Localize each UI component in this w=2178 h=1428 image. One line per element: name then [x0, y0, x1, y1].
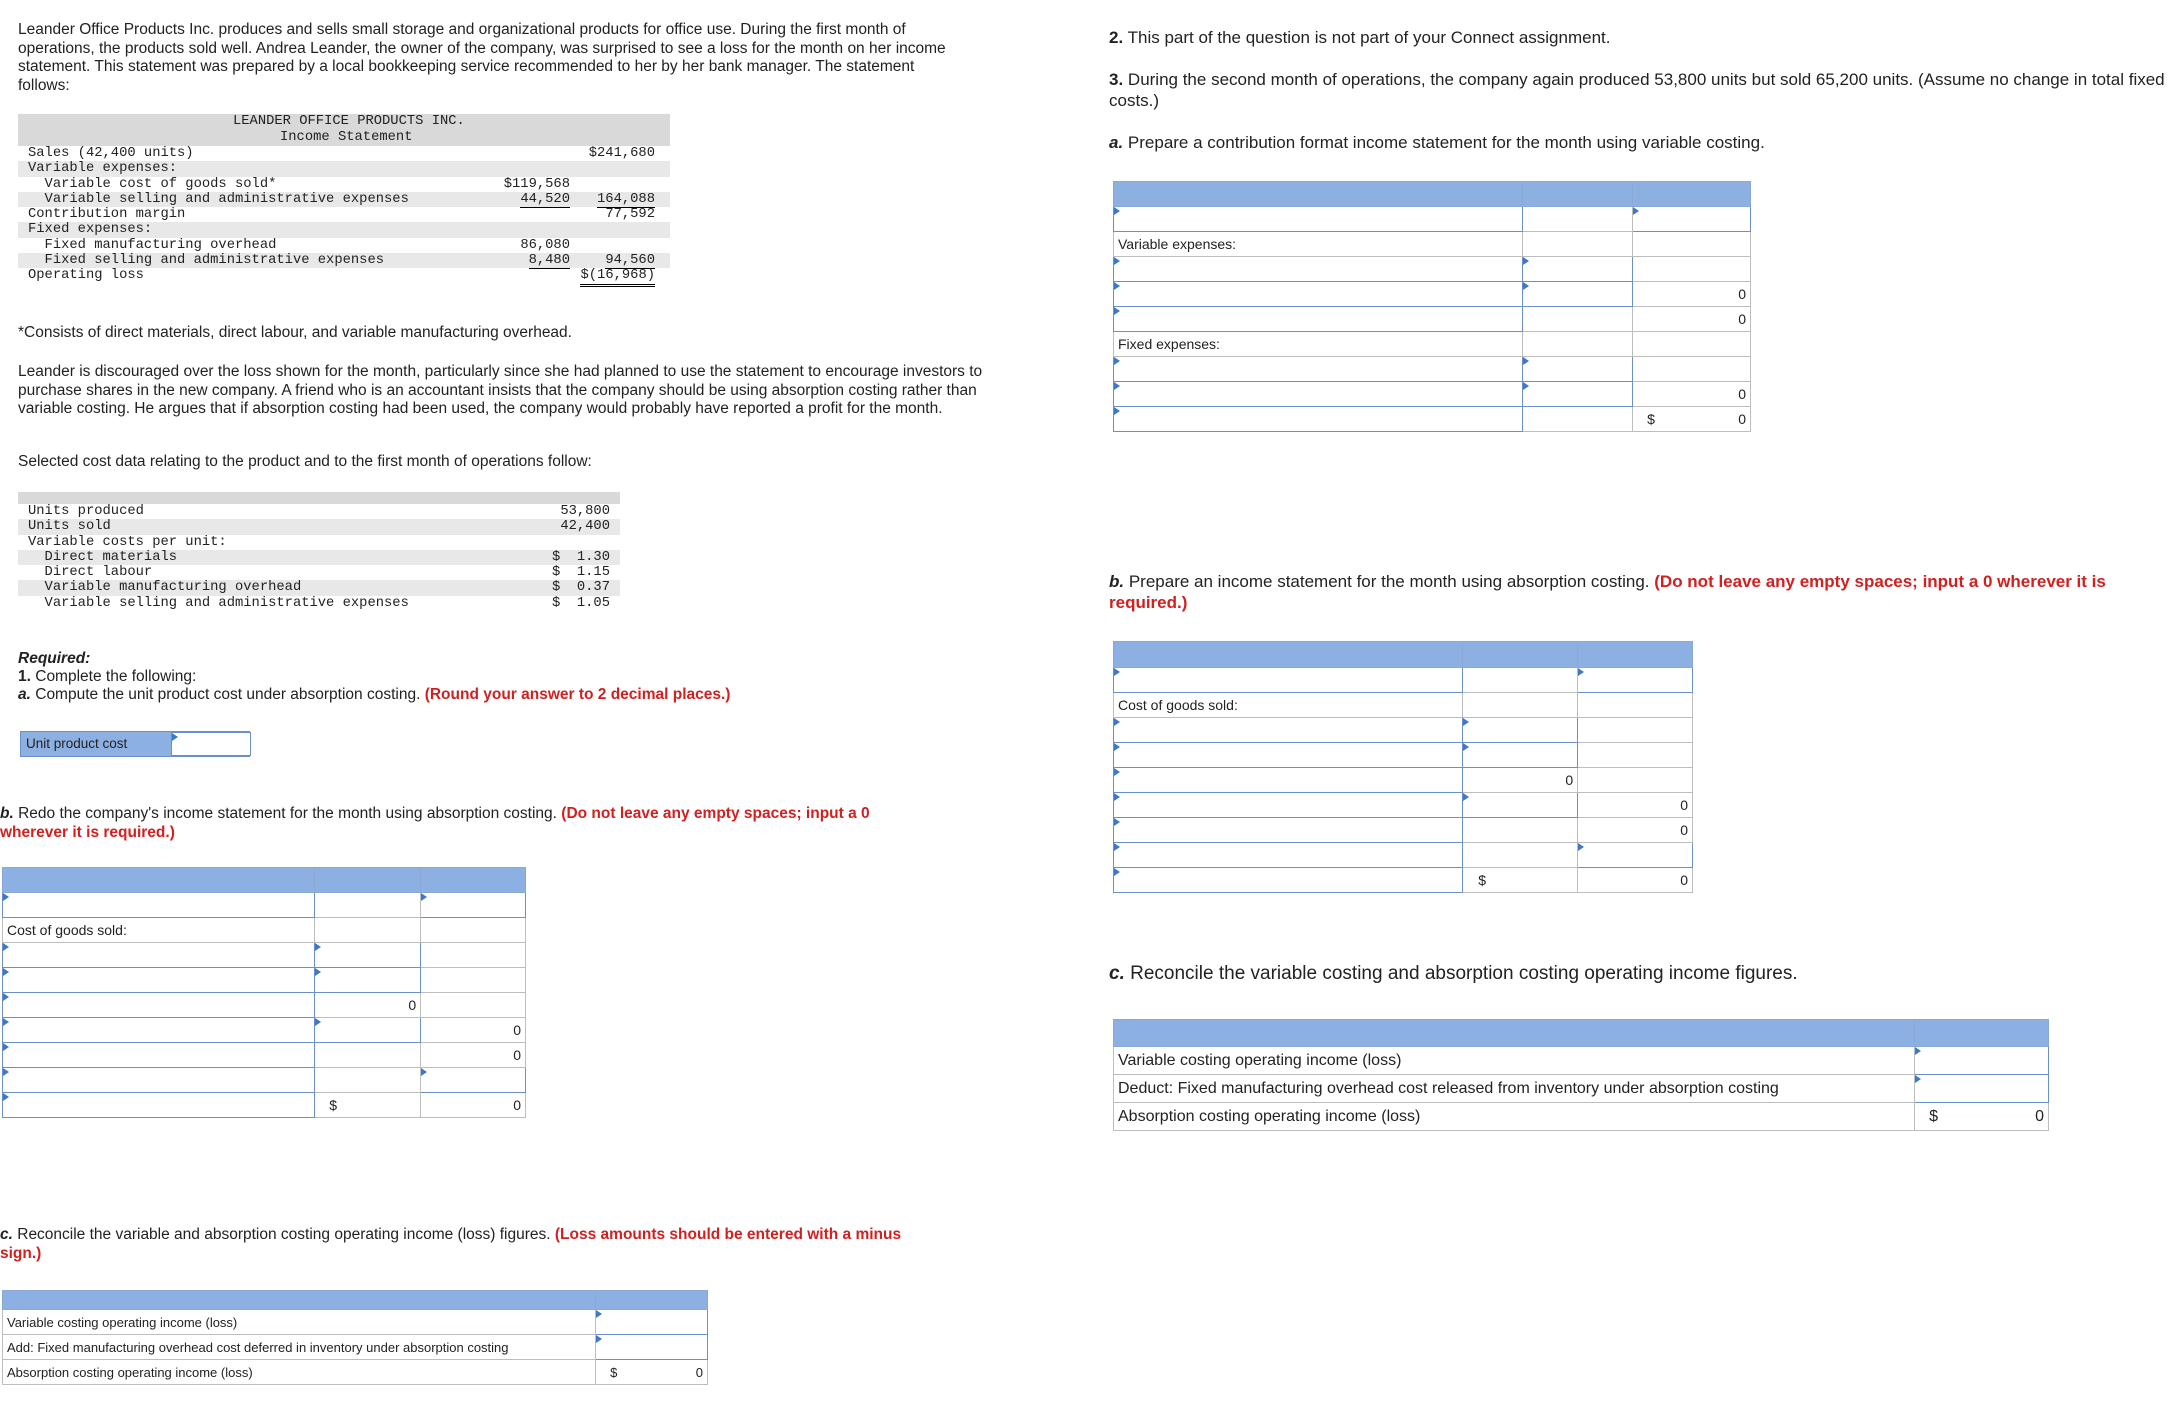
cogs-total: 0: [315, 993, 421, 1018]
absorption-income-table-1: [2, 867, 526, 1118]
amount-input[interactable]: [315, 1018, 421, 1043]
cost-data-label: Variable costs per unit:: [28, 534, 227, 550]
cost-data-value: 53,800: [560, 504, 610, 519]
cost-data-label: Variable manufacturing overhead: [28, 580, 302, 596]
question-3c: c. Reconcile the variable costing and absorption costing operating income figures.: [1109, 963, 1798, 984]
cost-data-label: Units sold: [28, 519, 111, 535]
variable-item-input[interactable]: [1114, 257, 1523, 282]
cost-data-row: [18, 519, 620, 534]
cogs-item-input[interactable]: [3, 943, 315, 968]
reconciliation-table-2: [1113, 1019, 2049, 1131]
line-label-input[interactable]: [1114, 407, 1523, 432]
income-statement: [18, 114, 670, 284]
footnote: *Consists of direct materials, direct labour, and variable manufacturing overhead.: [18, 324, 572, 341]
question-1c: c. Reconcile the variable and absorption costing operating income (loss) figures. (Loss amounts should be entered with a minus sign.): [0, 1226, 902, 1262]
recon-row-variable: Variable costing operating income (loss): [3, 1310, 596, 1335]
subtotal: 0: [1578, 818, 1693, 843]
line-label-input[interactable]: [1114, 668, 1463, 693]
variable-costing-table: [1113, 181, 1751, 432]
cost-data-label: Units produced: [28, 504, 144, 519]
statement-row: [18, 146, 670, 161]
statement-company: LEANDER OFFICE PRODUCTS INC.: [233, 114, 465, 129]
variable-expenses-label: Variable expenses:: [1114, 232, 1523, 257]
net-operating-income: 0: [1680, 872, 1688, 888]
cost-data-row: [18, 565, 620, 580]
released-overhead-input[interactable]: [1915, 1075, 2049, 1103]
cost-data-table: [18, 492, 620, 611]
line-label-input[interactable]: [1114, 818, 1463, 843]
statement-row: [18, 253, 670, 268]
unit-product-cost-label: Unit product cost: [21, 732, 171, 756]
cost-data-row: [18, 535, 620, 550]
absorption-income-total: 0: [2035, 1107, 2044, 1125]
absorption-income-total: 0: [695, 1364, 703, 1380]
question-3: 3. During the second month of operations, the company again produced 53,800 units but sold 65,200 units. (Assume no change in total fixed costs.): [1109, 70, 2165, 110]
statement-row: [18, 207, 670, 222]
fixed-item-input[interactable]: [1114, 357, 1523, 382]
cogs-total: 0: [1463, 768, 1578, 793]
gross-margin: 0: [1578, 793, 1693, 818]
line-label-input[interactable]: [3, 1093, 315, 1118]
statement-row: [18, 268, 670, 283]
variable-income-input[interactable]: [1915, 1047, 2049, 1075]
cogs-amount-input[interactable]: [1463, 743, 1578, 768]
reconciliation-table-1: [2, 1290, 708, 1385]
variable-item-input[interactable]: [1114, 282, 1523, 307]
fixed-expenses-label: Fixed expenses:: [1114, 332, 1523, 357]
unit-product-cost-row: [20, 731, 250, 757]
unit-product-cost-input[interactable]: [171, 732, 251, 756]
cogs-item-input[interactable]: [1114, 718, 1463, 743]
cost-data-value: 42,400: [560, 519, 610, 535]
cogs-item-input[interactable]: [3, 968, 315, 993]
statement-row-label: Fixed expenses:: [28, 222, 153, 238]
line-label-input[interactable]: [3, 1043, 315, 1068]
statement-row: [18, 222, 670, 237]
statement-row-amount: 8,480: [528, 253, 570, 269]
cost-data-value: $ 0.37: [552, 580, 610, 596]
statement-row-label: Contribution margin: [28, 207, 186, 223]
statement-row-amount: $119,568: [503, 176, 570, 192]
statement-row: [18, 161, 670, 176]
statement-row-total: 77,592: [605, 207, 655, 223]
dollar-sign: $: [1647, 411, 1655, 427]
line-label-input[interactable]: [1114, 207, 1523, 232]
statement-row-label: Operating loss: [28, 268, 144, 284]
line-label-input[interactable]: [3, 893, 315, 918]
amount-input[interactable]: [421, 893, 526, 918]
contribution-margin: 0: [1633, 307, 1751, 332]
cogs-item-input[interactable]: [1114, 768, 1463, 793]
amount-input[interactable]: [1463, 793, 1578, 818]
variable-income-input[interactable]: [596, 1310, 708, 1335]
statement-row-label: Sales (42,400 units): [28, 146, 194, 161]
cogs-amount-input[interactable]: [1463, 718, 1578, 743]
net-operating-income: 0: [513, 1097, 521, 1113]
cost-data-value: $ 1.15: [552, 565, 610, 581]
paragraph-cost-data: Selected cost data relating to the product and to the first month of operations follow:: [18, 453, 592, 470]
statement-row-amount: 44,520: [520, 191, 570, 207]
cogs-label: Cost of goods sold:: [3, 918, 315, 943]
question-3b: b. Prepare an income statement for the month using absorption costing. (Do not leave any empty spaces; input a 0 wherever it is required.): [1109, 572, 2106, 612]
dollar-sign: $: [1478, 872, 1486, 888]
statement-title: Income Statement: [280, 130, 413, 145]
cost-data-value: $ 1.05: [552, 595, 610, 611]
variable-amount-input[interactable]: [1523, 282, 1633, 307]
dollar-sign: $: [1929, 1107, 1939, 1125]
recon-row-add: Add: Fixed manufacturing overhead cost deferred in inventory under absorption costing: [3, 1335, 596, 1360]
cost-data-row: [18, 550, 620, 565]
statement-row: [18, 238, 670, 253]
statement-row-total: 164,088: [597, 191, 655, 207]
statement-row-label: Fixed manufacturing overhead: [28, 237, 277, 253]
recon-row-deduct: Deduct: Fixed manufacturing overhead cost released from inventory under absorption costing: [1114, 1075, 1915, 1103]
fixed-total: 0: [1633, 382, 1751, 407]
question-3a: a. Prepare a contribution format income statement for the month using variable costing.: [1109, 133, 1765, 152]
cost-data-row: [18, 596, 620, 611]
statement-row-amount: 86,080: [520, 237, 570, 253]
line-label-input[interactable]: [3, 1068, 315, 1093]
statement-row-label: Variable selling and administrative expenses: [28, 191, 409, 207]
statement-row-label: Variable expenses:: [28, 161, 178, 177]
amount-input[interactable]: [1633, 207, 1751, 232]
amount-input[interactable]: [421, 1068, 526, 1093]
statement-row-total: $(16,968): [580, 268, 655, 286]
cogs-item-input[interactable]: [3, 993, 315, 1018]
statement-row: [18, 192, 670, 207]
statement-row-label: Fixed selling and administrative expenses: [28, 253, 385, 269]
question-1b: b. Redo the company's income statement for the month using absorption costing. (Do not leave any empty spaces; input a 0 wherever it is required.): [0, 805, 870, 841]
paragraph-absorption: Leander is discouraged over the loss shown for the month, particularly since she had planned to use the statement to encourage investors to purchase shares in the new company. A friend who is an accountant insists that the company should be using absorption costing rather than variable costing. He argues that if absorption costing had been used, the company would probably have reported a profit for the month.: [18, 363, 983, 417]
statement-row-label: Variable cost of goods sold*: [28, 176, 277, 192]
deferred-overhead-input[interactable]: [596, 1335, 708, 1360]
line-label-input[interactable]: [1114, 868, 1463, 893]
absorption-income-table-2: [1113, 641, 1693, 893]
line-label-input[interactable]: [1114, 307, 1523, 332]
gross-margin: 0: [421, 1018, 526, 1043]
line-label-input[interactable]: [1114, 793, 1463, 818]
cost-data-row: [18, 580, 620, 595]
line-label-input[interactable]: [1114, 843, 1463, 868]
cogs-amount-input[interactable]: [315, 968, 421, 993]
subtotal: 0: [421, 1043, 526, 1068]
operating-income: 0: [1738, 411, 1746, 427]
recon-row-absorption: Absorption costing operating income (loss): [1114, 1103, 1915, 1131]
amount-input[interactable]: [1578, 668, 1693, 693]
intro-paragraph: Leander Office Products Inc. produces and sells small storage and organizational products for office use. During the first month of operations, the products sold well. Andrea Leander, the owner of the company, was surprised to see a loss for the month on her income statement. This statement was prepared by a local bookkeeping service recommended to her by her bank manager. The statement follows:: [18, 21, 946, 94]
required-heading: Required:: [18, 650, 91, 667]
cost-data-row: [18, 504, 620, 519]
variable-amount-input[interactable]: [1523, 257, 1633, 282]
cost-data-value: $ 1.30: [552, 549, 610, 565]
question-1a: a. Compute the unit product cost under absorption costing. (Round your answer to 2 decimal places.): [18, 686, 731, 703]
variable-total: 0: [1633, 282, 1751, 307]
question-1: 1. Complete the following:: [18, 668, 197, 685]
cost-data-label: Direct materials: [28, 549, 178, 565]
cost-data-label: Direct labour: [28, 565, 153, 581]
cost-data-label: Variable selling and administrative expenses: [28, 595, 409, 611]
recon-row-absorption: Absorption costing operating income (loss): [3, 1360, 596, 1385]
fixed-amount-input[interactable]: [1523, 382, 1633, 407]
recon-row-variable: Variable costing operating income (loss): [1114, 1047, 1915, 1075]
amount-input[interactable]: [1578, 843, 1693, 868]
statement-row-total: 94,560: [605, 253, 655, 269]
statement-row-total: $241,680: [588, 146, 655, 161]
cogs-item-input[interactable]: [1114, 743, 1463, 768]
dollar-sign: $: [610, 1364, 618, 1380]
fixed-amount-input[interactable]: [1523, 357, 1633, 382]
question-2: 2. This part of the question is not part of your Connect assignment.: [1109, 28, 1611, 47]
fixed-item-input[interactable]: [1114, 382, 1523, 407]
line-label-input[interactable]: [3, 1018, 315, 1043]
cogs-amount-input[interactable]: [315, 943, 421, 968]
statement-row: [18, 177, 670, 192]
dollar-sign: $: [329, 1097, 337, 1113]
cogs-label: Cost of goods sold:: [1114, 693, 1463, 718]
